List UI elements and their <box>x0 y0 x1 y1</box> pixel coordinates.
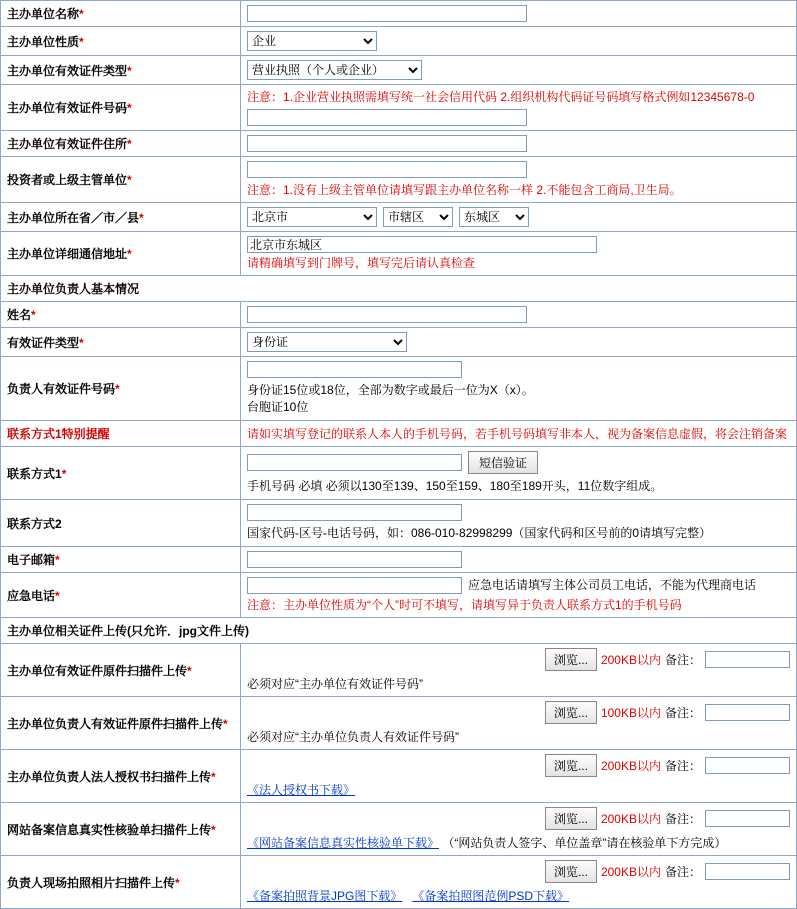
label-unit-nature <box>1 27 241 56</box>
section-row-owner <box>1 276 797 302</box>
owner-cert-note-1: 身份证15位或18位，全部为数字或最后一位为X（x）。 <box>247 383 534 397</box>
table-row <box>1 1 797 27</box>
required-mark: * <box>127 173 132 187</box>
table-row <box>1 56 797 85</box>
label-detail-address <box>1 232 241 276</box>
section-title-owner: 主办单位负责人基本情况 <box>1 276 797 302</box>
upload-controls <box>247 807 790 830</box>
size-limit-label: 200KB以内 <box>600 812 661 826</box>
required-mark: * <box>211 822 216 837</box>
remark-label: 备注： <box>664 865 701 879</box>
table-row <box>1 203 797 232</box>
size-limit-label: 200KB以内 <box>600 759 661 773</box>
district-select[interactable] <box>459 207 529 227</box>
contact1-input[interactable] <box>247 454 462 471</box>
section-title-upload: 主办单位相关证件上传(只允许．jpg文件上传) <box>1 618 797 644</box>
label-cert-number <box>1 85 241 131</box>
label-upload-photo <box>1 856 241 909</box>
remark-input[interactable] <box>705 651 790 668</box>
table-row <box>1 157 797 203</box>
field-upload-photo <box>241 856 797 909</box>
size-limit-label: 100KB以内 <box>600 706 661 720</box>
label-text: 主办单位有效证件号码 <box>7 101 128 115</box>
label-superior-unit <box>1 157 241 203</box>
label-email <box>1 547 241 573</box>
table-row <box>1 421 797 447</box>
table-row <box>1 131 797 157</box>
required-mark: * <box>127 137 132 151</box>
label-text: 主办单位有效证件类型 <box>7 63 128 78</box>
remark-label: 备注： <box>664 706 701 720</box>
table-row <box>1 85 797 131</box>
label-text: 主办单位名称 <box>7 7 80 21</box>
label-text: 联系方式1特别提醒 <box>7 427 110 441</box>
owner-cert-type-select[interactable] <box>247 332 407 352</box>
label-text: 主办单位详细通信地址 <box>7 247 128 261</box>
required-mark: * <box>79 7 84 21</box>
region-selects <box>247 207 790 227</box>
upload-controls <box>247 860 790 883</box>
table-row <box>1 447 797 500</box>
superior-unit-input[interactable] <box>247 161 527 178</box>
remark-label: 备注： <box>664 759 701 773</box>
unit-nature-select[interactable] <box>247 31 377 51</box>
unit-name-input[interactable] <box>247 5 527 22</box>
field-owner-name <box>241 302 797 328</box>
field-region <box>241 203 797 232</box>
authorization-download-link[interactable]: 《法人授权书下载》 <box>247 783 356 797</box>
label-unit-name <box>1 1 241 27</box>
label-text: 主办单位负责人法人授权书扫描件上传 <box>7 769 212 784</box>
field-upload-verification <box>241 803 797 856</box>
field-emergency-phone <box>241 573 797 618</box>
table-row <box>1 328 797 357</box>
table-row <box>1 644 797 697</box>
cert-address-input[interactable] <box>247 135 527 152</box>
field-cert-type <box>241 56 797 85</box>
label-text: 主办单位负责人有效证件原件扫描件上传 <box>7 716 224 731</box>
label-text: 电子邮箱 <box>7 553 56 567</box>
label-contact1 <box>1 447 241 500</box>
label-cert-type <box>1 56 241 85</box>
field-contact1 <box>241 447 797 500</box>
city-select[interactable] <box>383 207 453 227</box>
contact-reminder-text: 请如实填写登记的联系人本人的手机号码，若手机号码填写非本人，视为备案信息虚假，将会注销备案 <box>247 426 788 441</box>
browse-button[interactable]: 浏览... <box>545 807 597 830</box>
field-detail-address <box>241 232 797 276</box>
size-limit-label: 200KB以内 <box>600 865 661 879</box>
email-input[interactable] <box>247 551 462 568</box>
label-owner-name <box>1 302 241 328</box>
label-upload-verification <box>1 803 241 856</box>
required-mark: * <box>187 663 192 678</box>
province-select[interactable] <box>247 207 377 227</box>
label-text: 应急电话 <box>7 588 56 603</box>
label-emergency-phone <box>1 573 241 618</box>
remark-input[interactable] <box>705 757 790 774</box>
upload-note: 必须对应“主办单位负责人有效证件号码” <box>247 730 459 744</box>
remark-input[interactable] <box>705 810 790 827</box>
label-owner-cert-number <box>1 357 241 421</box>
label-cert-address <box>1 131 241 157</box>
label-text: 主办单位性质 <box>7 34 80 49</box>
table-row <box>1 803 797 856</box>
emergency-note-red: 注意：主办单位性质为“个人”时可不填写，请填写异于负责人联系方式1的手机号码 <box>247 598 682 612</box>
label-text: 姓名 <box>7 308 32 322</box>
detail-address-note: 请精确填写到门牌号，填写完后请认真检查 <box>247 256 476 270</box>
required-mark: * <box>175 875 180 890</box>
verification-download-link[interactable]: 《网站备案信息真实性核验单下载》 <box>247 836 440 850</box>
table-row <box>1 573 797 618</box>
label-text: 负责人有效证件号码 <box>7 382 116 396</box>
label-contact-reminder <box>1 421 241 447</box>
field-upload-unit-cert <box>241 644 797 697</box>
label-text: 投资者或上级主管单位 <box>7 173 128 187</box>
table-row <box>1 750 797 803</box>
required-mark: * <box>31 308 36 322</box>
remark-label: 备注： <box>664 653 701 667</box>
table-row <box>1 500 797 547</box>
label-upload-unit-cert <box>1 644 241 697</box>
browse-button[interactable]: 浏览... <box>545 701 597 724</box>
photo-background-download-link[interactable]: 《备案拍照背景JPG图下载》 <box>247 889 403 903</box>
size-limit-label: 200KB以内 <box>600 653 661 667</box>
section-row-upload <box>1 618 797 644</box>
owner-cert-number-input[interactable] <box>247 361 462 378</box>
remark-label: 备注： <box>664 812 701 826</box>
field-contact-reminder <box>241 421 797 447</box>
field-contact2 <box>241 500 797 547</box>
table-row <box>1 856 797 909</box>
contact2-input[interactable] <box>247 504 462 521</box>
owner-cert-note-2: 台胞证10位 <box>247 400 309 414</box>
required-mark: * <box>79 34 84 49</box>
required-mark: * <box>127 63 132 78</box>
table-row <box>1 357 797 421</box>
table-row <box>1 27 797 56</box>
label-upload-owner-cert <box>1 697 241 750</box>
upload-controls <box>247 648 790 671</box>
required-mark: * <box>139 210 144 225</box>
cert-number-note: 注意：1.企业营业执照需填写统一社会信用代码 2.组织机构代码证号码填写格式例如12345678-0 <box>247 90 755 104</box>
label-text: 负责人现场拍照相片扫描件上传 <box>7 875 176 890</box>
required-mark: * <box>79 335 84 350</box>
cert-type-select[interactable] <box>247 60 422 80</box>
label-upload-authorization <box>1 750 241 803</box>
emergency-phone-input[interactable] <box>247 577 462 594</box>
label-text: 联系方式1 <box>7 466 62 481</box>
field-cert-number <box>241 85 797 131</box>
browse-button[interactable]: 浏览... <box>545 754 597 777</box>
field-owner-cert-number <box>241 357 797 421</box>
upload-controls <box>247 754 790 777</box>
required-mark: * <box>61 466 67 481</box>
label-text: 主办单位有效证件原件扫描件上传 <box>7 663 188 678</box>
required-mark: * <box>55 553 60 567</box>
label-text: 主办单位所在省／市／县 <box>7 210 140 225</box>
contact2-note: 国家代码-区号-电话号码，如：086-010-82998299（国家代码和区号前的0请填写完整） <box>247 526 712 540</box>
required-mark: * <box>223 716 228 731</box>
upload-note: 必须对应“主办单位有效证件号码” <box>247 677 423 691</box>
table-row <box>1 232 797 276</box>
label-region <box>1 203 241 232</box>
label-text: 联系方式2 <box>7 516 62 531</box>
owner-name-input[interactable] <box>247 306 527 323</box>
contact1-note: 手机号码 必填 必须以130至139、150至159、180至189开头，11位数字组成。 <box>247 479 663 493</box>
photo-sample-download-link[interactable]: 《备案拍照图范例PSD下载》 <box>412 889 570 903</box>
remark-input[interactable] <box>705 863 790 880</box>
browse-button[interactable]: 浏览... <box>545 860 597 883</box>
required-mark: * <box>211 769 216 784</box>
sms-verify-button[interactable]: 短信验证 <box>468 451 538 474</box>
cert-number-input[interactable] <box>247 109 527 126</box>
required-mark: * <box>127 101 132 115</box>
required-mark: * <box>115 382 120 396</box>
detail-address-input[interactable] <box>247 236 597 253</box>
emergency-note-black: 应急电话请填写主体公司员工电话，不能为代理商电话 <box>468 578 757 592</box>
field-upload-authorization <box>241 750 797 803</box>
required-mark: * <box>55 588 60 603</box>
table-row <box>1 302 797 328</box>
field-upload-owner-cert <box>241 697 797 750</box>
label-contact2 <box>1 500 241 547</box>
field-unit-nature <box>241 27 797 56</box>
field-owner-cert-type <box>241 328 797 357</box>
label-owner-cert-type <box>1 328 241 357</box>
browse-button[interactable]: 浏览... <box>545 648 597 671</box>
field-cert-address <box>241 131 797 157</box>
field-email <box>241 547 797 573</box>
label-text: 网站备案信息真实性核验单扫描件上传 <box>7 822 212 837</box>
upload-note: （“网站负责人签字、单位盖章”请在核验单下方完成） <box>442 836 727 850</box>
field-superior-unit <box>241 157 797 203</box>
label-text: 主办单位有效证件住所 <box>7 137 128 151</box>
superior-unit-note: 注意：1.没有上级主管单位请填写跟主办单位名称一样 2.不能包含工商局,卫生局。 <box>247 183 682 197</box>
upload-controls <box>247 701 790 724</box>
remark-input[interactable] <box>705 704 790 721</box>
table-row <box>1 697 797 750</box>
label-text: 有效证件类型 <box>7 335 80 350</box>
field-unit-name <box>241 1 797 27</box>
required-mark: * <box>127 247 132 261</box>
table-row <box>1 547 797 573</box>
